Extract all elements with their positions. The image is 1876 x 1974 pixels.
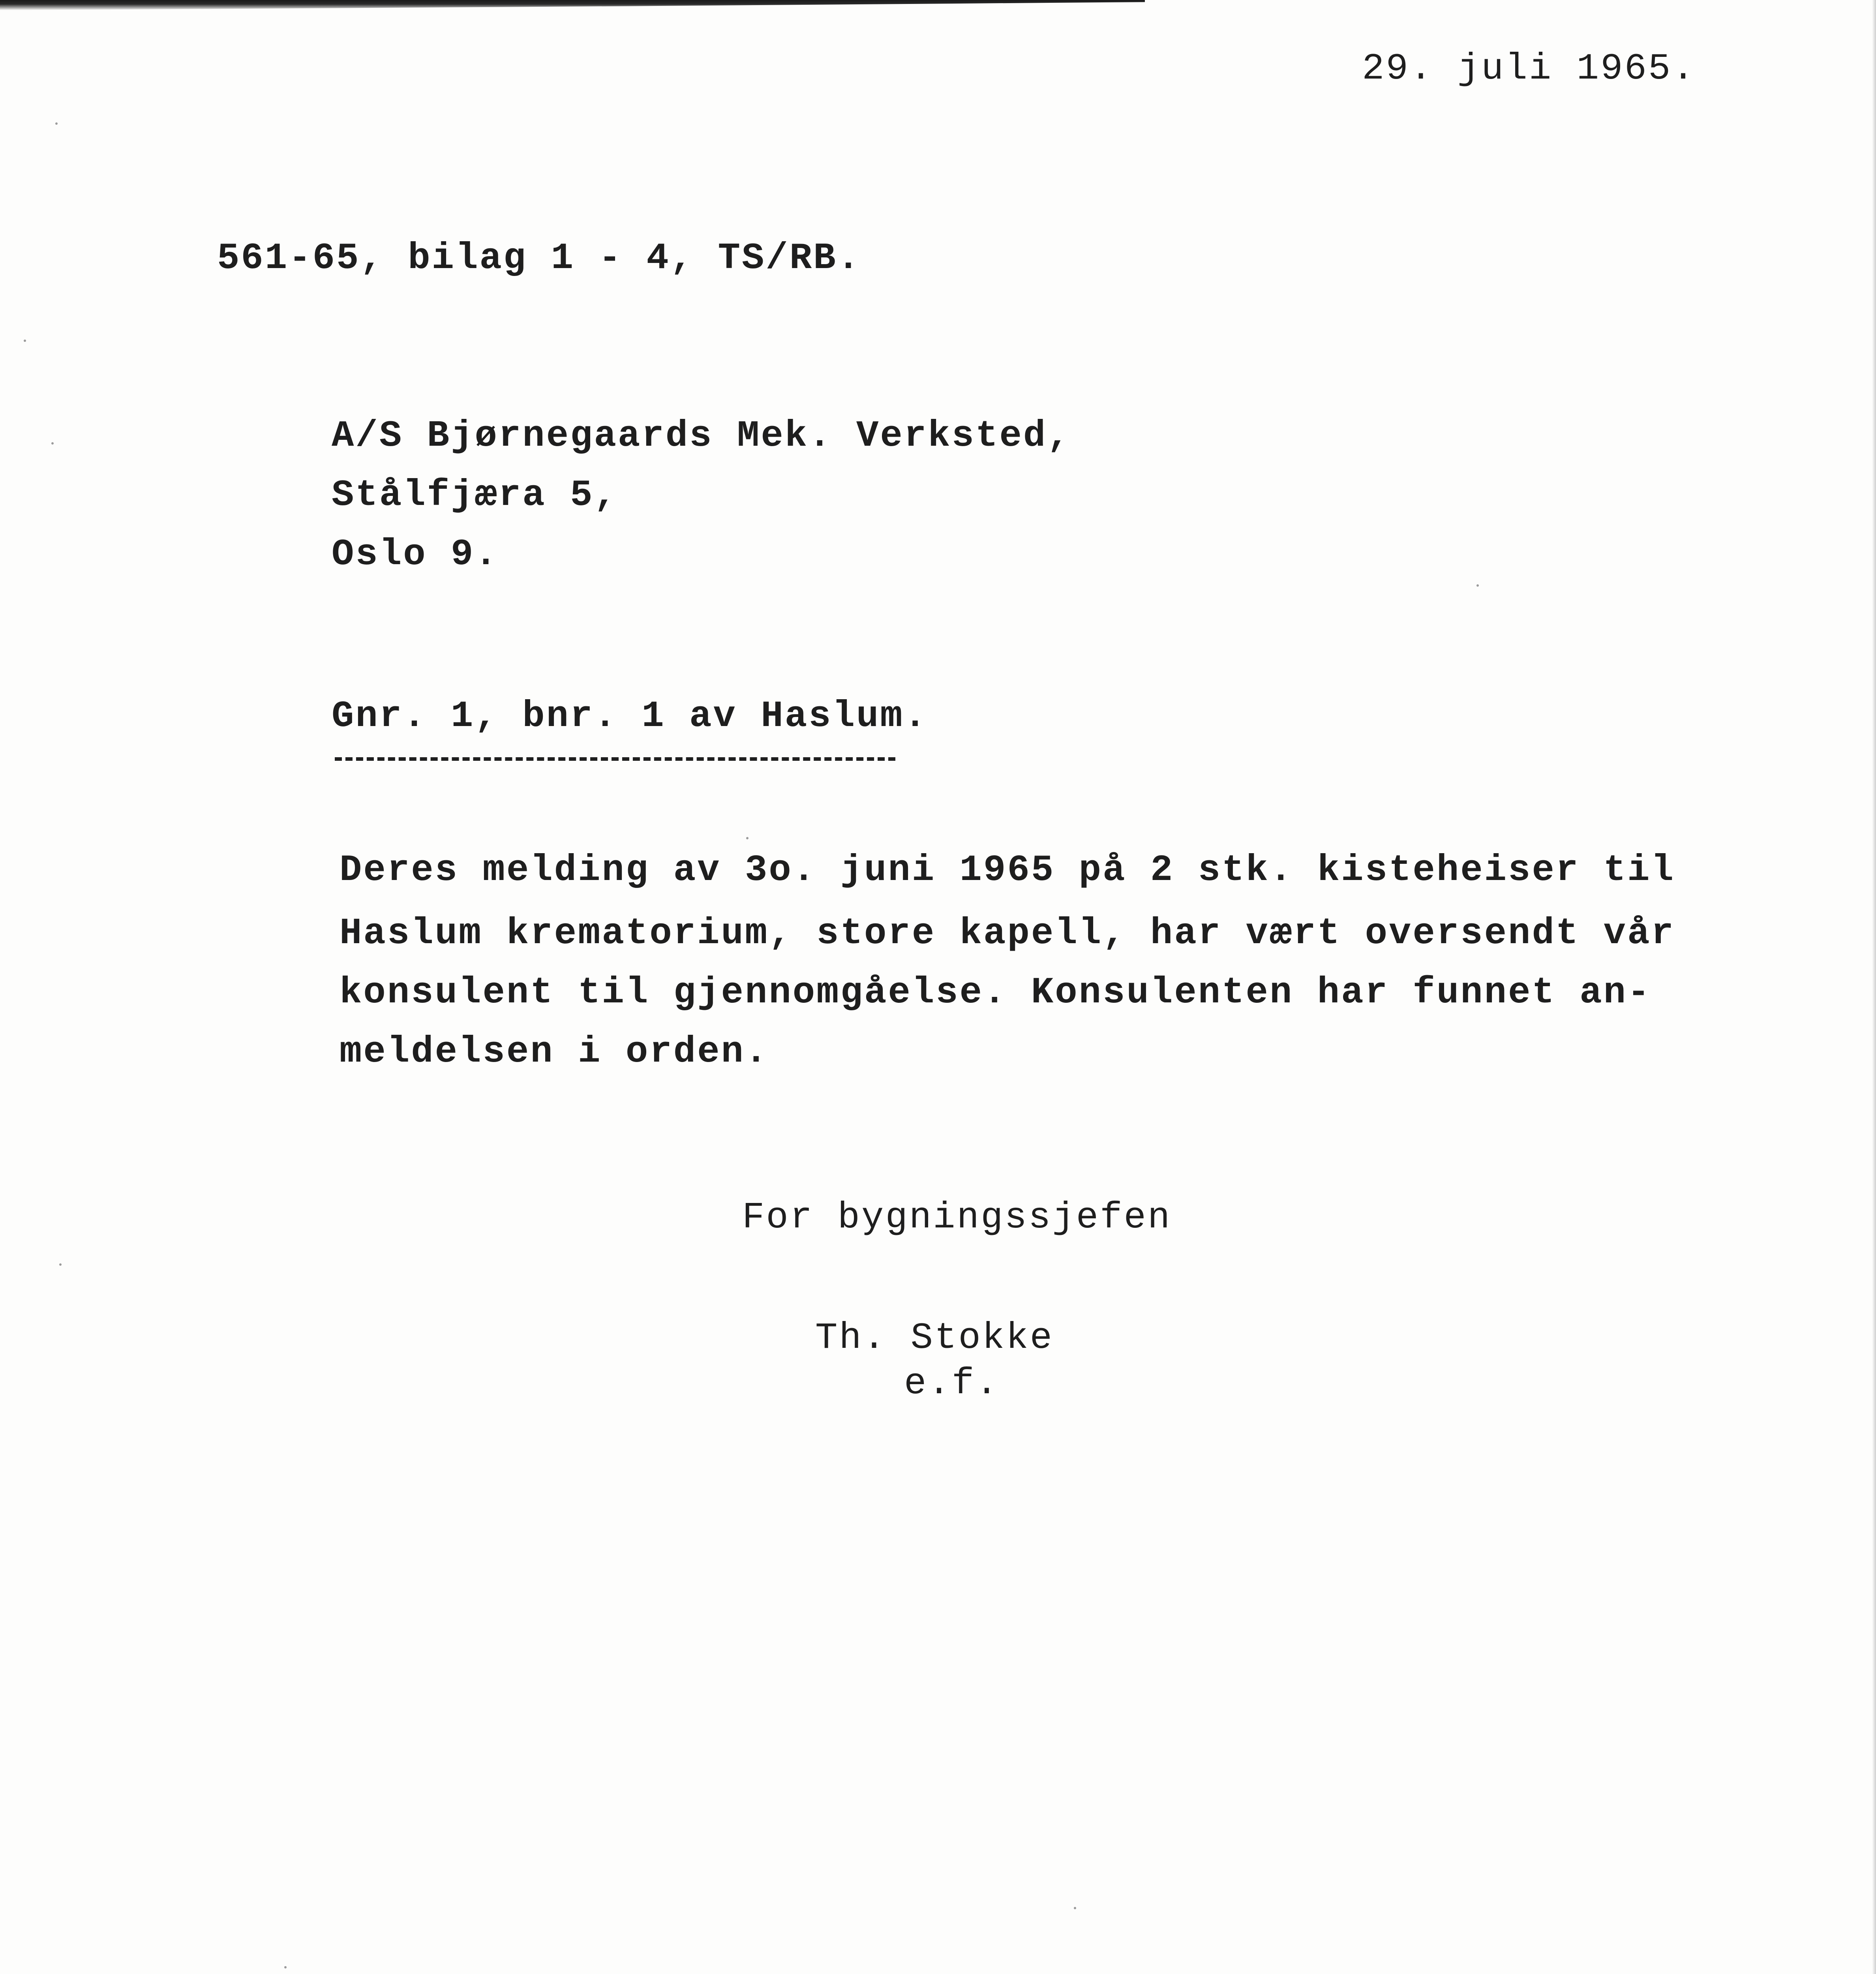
reference-line: 561-65, bilag 1 - 4, TS/RB. [217,238,861,280]
recipient-line-1: A/S Bjørnegaards Mek. Verksted, [332,415,1071,457]
scan-shadow-right [1872,0,1876,1974]
scan-speck [55,122,58,125]
body-line-2: Haslum krematorium, store kapell, har vært oversendt vår [340,913,1675,955]
scan-shadow-top [0,0,1145,10]
body-line-4: meldelsen i orden. [340,1031,769,1073]
scan-speck [1476,584,1479,587]
scan-speck [746,837,749,839]
closing-line: For bygningssjefen [742,1197,1172,1239]
signature-name: Th. Stokke [815,1317,1054,1359]
subject-line: Gnr. 1, bnr. 1 av Haslum. [332,696,928,737]
subject-underline [335,757,895,761]
body-line-3: konsulent til gjennomgåelse. Konsulenten har funnet an- [340,972,1651,1014]
scan-speck [59,1263,62,1266]
scan-speck [24,340,26,342]
body-line-1: Deres melding av 3o. juni 1965 på 2 stk. kisteheiser til [340,850,1675,891]
recipient-line-3: Oslo 9. [332,534,499,576]
letter-date: 29. juli 1965. [1362,48,1696,90]
recipient-line-2: Stålfjæra 5, [332,475,618,516]
scan-speck [284,1966,287,1968]
signature-suffix: e.f. [904,1363,1000,1405]
scan-speck [51,442,54,445]
scan-speck [1074,1907,1076,1909]
